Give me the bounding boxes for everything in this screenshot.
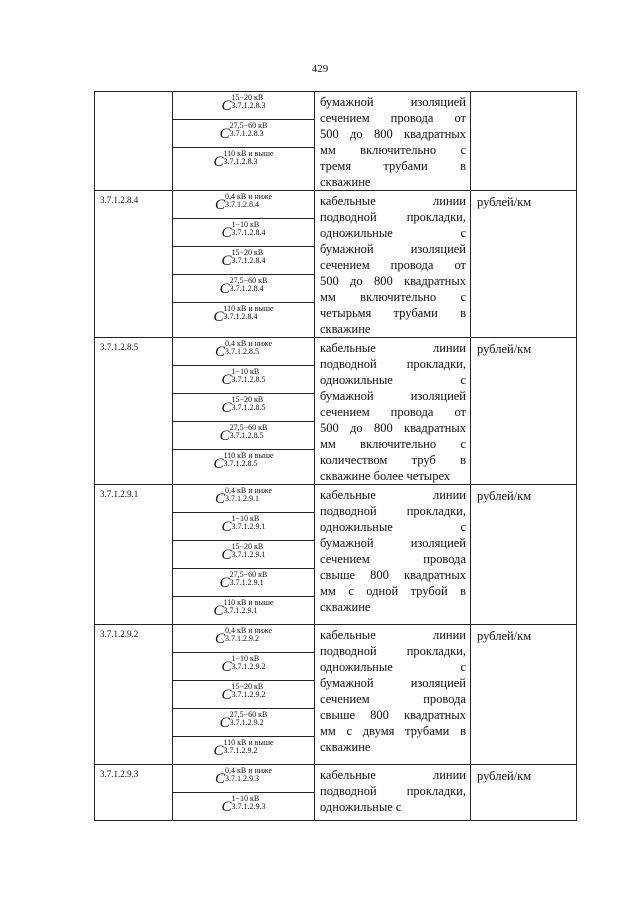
formula-symbol — [173, 515, 314, 533]
voltage-superscript: 0,4 кВ и ниже — [224, 192, 273, 201]
unit-label: рублей/км — [477, 769, 532, 783]
formula-variable: C — [213, 309, 224, 325]
formula-symbol — [173, 340, 314, 358]
description-line: бумажной изоляцией — [320, 536, 466, 550]
symbol-cell — [173, 709, 314, 737]
formula-symbol — [173, 487, 314, 505]
symbol-cell — [173, 303, 314, 330]
formula-variable: C — [221, 687, 232, 703]
code-subscript: 3.7.1.2.9.1 — [229, 578, 264, 587]
formula-variable: C — [221, 98, 232, 114]
code-subscript: 3.7.1.2.8.4 — [223, 312, 258, 321]
symbol-cell — [173, 338, 314, 366]
symbol-cell — [173, 275, 314, 303]
code-cell — [95, 765, 173, 821]
voltage-superscript: 110 кВ и выше — [223, 451, 274, 460]
item-code: 3.7.1.2.9.3 — [100, 769, 139, 779]
voltage-superscript: 27,5−60 кВ — [229, 121, 268, 130]
symbol-cell — [173, 219, 314, 247]
table-row — [95, 338, 577, 485]
voltage-superscript: 0,4 кВ и ниже — [224, 626, 273, 635]
formula-variable: C — [221, 372, 232, 388]
code-subscript: 3.7.1.2.8.5 — [223, 459, 258, 468]
table-body — [95, 92, 577, 821]
voltage-superscript: 0,4 кВ и ниже — [224, 766, 273, 775]
formula-variable: C — [213, 743, 224, 759]
description-line: бумажной изоляцией — [320, 389, 466, 403]
voltage-superscript: 1−10 кВ — [231, 514, 260, 523]
description-line: подводной прокладки, — [320, 644, 466, 658]
description-line: свыше 800 квадратных — [320, 568, 466, 582]
symbol-cell — [173, 366, 314, 394]
code-subscript: 3.7.1.2.9.1 — [224, 494, 259, 503]
description-line: 500 до 800 квадратных — [320, 421, 466, 435]
formula-symbol — [173, 711, 314, 729]
voltage-superscript: 15−20 кВ — [231, 395, 264, 404]
description-line: количеством труб в — [320, 453, 466, 467]
formula-symbol — [173, 767, 314, 785]
description-line: скважине — [320, 175, 371, 189]
item-code: 3.7.1.2.8.4 — [100, 195, 139, 205]
description-line: сечением провода от — [320, 258, 466, 272]
code-cell — [95, 92, 173, 191]
symbols-cell — [173, 191, 315, 338]
formula-symbol — [173, 655, 314, 673]
symbols-cell — [173, 625, 315, 765]
description-line: одножильные с — [320, 373, 466, 387]
formula-symbol — [173, 193, 314, 211]
code-cell — [95, 191, 173, 338]
description-cell — [315, 191, 471, 338]
code-subscript: 3.7.1.2.8.5 — [231, 375, 266, 384]
code-subscript: 3.7.1.2.9.3 — [224, 774, 259, 783]
symbol-cell — [173, 485, 314, 513]
voltage-superscript: 110 кВ и выше — [223, 738, 274, 747]
formula-variable: C — [221, 519, 232, 535]
symbol-cell — [173, 597, 314, 624]
formula-symbol — [173, 795, 314, 813]
description-line: мм с одной трубой в — [320, 584, 466, 598]
symbol-cell — [173, 653, 314, 681]
voltage-superscript: 110 кВ и выше — [223, 304, 274, 313]
code-subscript: 3.7.1.2.9.2 — [229, 718, 264, 727]
unit-label: рублей/км — [477, 342, 532, 356]
unit-cell — [471, 485, 577, 625]
symbol-cell — [173, 191, 314, 219]
symbol-cell — [173, 737, 314, 764]
unit-cell — [471, 625, 577, 765]
description-line: сечением провода от — [320, 405, 466, 419]
voltage-superscript: 27,5−60 кВ — [229, 423, 268, 432]
description-line: кабельные линии — [320, 488, 466, 502]
voltage-superscript: 110 кВ и выше — [223, 598, 274, 607]
code-subscript: 3.7.1.2.9.2 — [223, 746, 258, 755]
item-code: 3.7.1.2.9.1 — [100, 489, 139, 499]
symbol-cell — [173, 450, 314, 477]
symbols-cell — [173, 765, 315, 821]
voltage-superscript: 1−10 кВ — [231, 654, 260, 663]
formula-symbol — [173, 739, 314, 757]
description-line: сечением провода от — [320, 111, 466, 125]
description-line: бумажной изоляцией — [320, 95, 466, 109]
formula-symbol — [173, 599, 314, 617]
code-cell — [95, 485, 173, 625]
formula-variable: C — [213, 456, 224, 472]
code-subscript: 3.7.1.2.8.3 — [223, 157, 258, 166]
description-cell — [315, 765, 471, 821]
formula-variable: C — [219, 281, 230, 297]
formula-variable: C — [221, 547, 232, 563]
symbol-cell — [173, 148, 314, 175]
formula-variable: C — [214, 771, 225, 787]
voltage-superscript: 1−10 кВ — [231, 220, 260, 229]
voltage-superscript: 1−10 кВ — [231, 367, 260, 376]
item-code: 3.7.1.2.9.2 — [100, 629, 139, 639]
symbol-cell — [173, 793, 314, 820]
formula-variable: C — [214, 197, 225, 213]
description-line: скважине — [320, 740, 371, 754]
code-subscript: 3.7.1.2.8.5 — [231, 403, 266, 412]
symbol-cell — [173, 422, 314, 450]
voltage-superscript: 15−20 кВ — [231, 682, 264, 691]
description-line: подводной прокладки, — [320, 210, 466, 224]
symbol-cell — [173, 541, 314, 569]
description-cell — [315, 625, 471, 765]
code-subscript: 3.7.1.2.8.4 — [231, 228, 266, 237]
table-row — [95, 92, 577, 191]
formula-symbol — [173, 543, 314, 561]
item-code: 3.7.1.2.8.5 — [100, 342, 139, 352]
formula-variable: C — [221, 799, 232, 815]
tariff-table — [94, 91, 577, 821]
description-line: 500 до 800 квадратных — [320, 274, 466, 288]
code-subscript: 3.7.1.2.9.2 — [224, 634, 259, 643]
unit-cell — [471, 338, 577, 485]
code-cell — [95, 338, 173, 485]
formula-variable: C — [214, 344, 225, 360]
symbol-cell — [173, 120, 314, 148]
symbol-cell — [173, 625, 314, 653]
description-line: бумажной изоляцией — [320, 676, 466, 690]
unit-cell — [471, 92, 577, 191]
unit-cell — [471, 765, 577, 821]
formula-variable: C — [221, 253, 232, 269]
description-line: скважине более четырех — [320, 469, 451, 483]
formula-variable: C — [219, 428, 230, 444]
voltage-superscript: 110 кВ и выше — [223, 149, 274, 158]
voltage-superscript: 27,5−60 кВ — [229, 710, 268, 719]
description-line: сечением провода — [320, 692, 466, 706]
description-line: 500 до 800 квадратных — [320, 127, 466, 141]
description-line: свыше 800 квадратных — [320, 708, 466, 722]
symbol-cell — [173, 513, 314, 541]
description-line: скважине — [320, 322, 371, 336]
description-line: мм включительно с — [320, 143, 466, 157]
symbols-cell — [173, 338, 315, 485]
symbol-cell — [173, 247, 314, 275]
unit-cell — [471, 191, 577, 338]
formula-variable: C — [214, 491, 225, 507]
formula-variable: C — [213, 154, 224, 170]
item-code — [95, 92, 172, 96]
voltage-superscript: 15−20 кВ — [231, 542, 264, 551]
formula-symbol — [173, 122, 314, 140]
formula-variable: C — [219, 575, 230, 591]
description-line: мм с двумя трубами в — [320, 724, 466, 738]
description-line: одножильные с — [320, 226, 466, 240]
description-line: кабельные линии — [320, 341, 466, 355]
formula-variable: C — [219, 126, 230, 142]
description-line: кабельные линии — [320, 628, 466, 642]
code-subscript: 3.7.1.2.8.4 — [224, 200, 259, 209]
code-subscript: 3.7.1.2.9.1 — [231, 522, 266, 531]
description-line: одножильные с — [320, 800, 402, 814]
voltage-superscript: 1−10 кВ — [231, 794, 260, 803]
unit-label: рублей/км — [477, 489, 532, 503]
description-line: четырьмя трубами в — [320, 306, 466, 320]
description-line: мм включительно с — [320, 290, 466, 304]
table-row — [95, 765, 577, 821]
formula-variable: C — [221, 659, 232, 675]
description-line: сечением провода — [320, 552, 466, 566]
table-row — [95, 191, 577, 338]
description-line: одножильные с — [320, 520, 466, 534]
symbols-cell — [173, 92, 315, 191]
code-subscript: 3.7.1.2.8.5 — [224, 347, 259, 356]
description-line: подводной прокладки, — [320, 784, 466, 798]
description-line: тремя трубами в — [320, 159, 466, 173]
formula-symbol — [173, 277, 314, 295]
description-line: подводной прокладки, — [320, 504, 466, 518]
unit-label: рублей/км — [477, 195, 532, 209]
code-subscript: 3.7.1.2.8.4 — [231, 256, 266, 265]
page-number: 429 — [311, 63, 329, 75]
formula-variable: C — [214, 631, 225, 647]
voltage-superscript: 15−20 кВ — [231, 248, 264, 257]
formula-symbol — [173, 150, 314, 168]
description-line: мм включительно с — [320, 437, 466, 451]
code-subscript: 3.7.1.2.8.3 — [231, 101, 266, 110]
voltage-superscript: 0,4 кВ и ниже — [224, 486, 273, 495]
formula-variable: C — [213, 603, 224, 619]
formula-symbol — [173, 249, 314, 267]
symbol-cell — [173, 569, 314, 597]
formula-variable: C — [221, 400, 232, 416]
voltage-superscript: 15−20 кВ — [231, 93, 264, 102]
voltage-superscript: 27,5−60 кВ — [229, 276, 268, 285]
formula-symbol — [173, 683, 314, 701]
code-subscript: 3.7.1.2.8.3 — [229, 129, 264, 138]
symbol-cell — [173, 681, 314, 709]
description-cell — [315, 485, 471, 625]
code-subscript: 3.7.1.2.9.1 — [223, 606, 258, 615]
symbol-cell — [173, 765, 314, 793]
formula-symbol — [173, 571, 314, 589]
voltage-superscript: 27,5−60 кВ — [229, 570, 268, 579]
code-subscript: 3.7.1.2.9.2 — [231, 662, 266, 671]
code-subscript: 3.7.1.2.8.4 — [229, 284, 264, 293]
voltage-superscript: 0,4 кВ и ниже — [224, 339, 273, 348]
formula-symbol — [173, 396, 314, 414]
symbol-cell — [173, 92, 314, 120]
unit-label: рублей/км — [477, 629, 532, 643]
description-line: кабельные линии — [320, 768, 466, 782]
formula-symbol — [173, 221, 314, 239]
formula-symbol — [173, 368, 314, 386]
formula-symbol — [173, 305, 314, 323]
formula-symbol — [173, 627, 314, 645]
table-row — [95, 485, 577, 625]
formula-variable: C — [219, 715, 230, 731]
code-subscript: 3.7.1.2.9.2 — [231, 690, 266, 699]
formula-symbol — [173, 94, 314, 112]
table-row — [95, 625, 577, 765]
code-subscript: 3.7.1.2.9.3 — [231, 802, 266, 811]
formula-symbol — [173, 452, 314, 470]
description-line: одножильные с — [320, 660, 466, 674]
description-line: подводной прокладки, — [320, 357, 466, 371]
description-line: скважине — [320, 600, 371, 614]
description-line: кабельные линии — [320, 194, 466, 208]
code-subscript: 3.7.1.2.9.1 — [231, 550, 266, 559]
description-cell — [315, 92, 471, 191]
formula-symbol — [173, 424, 314, 442]
code-subscript: 3.7.1.2.8.5 — [229, 431, 264, 440]
description-cell — [315, 338, 471, 485]
symbol-cell — [173, 394, 314, 422]
unit-label — [471, 92, 576, 96]
description-line: бумажной изоляцией — [320, 242, 466, 256]
code-cell — [95, 625, 173, 765]
symbols-cell — [173, 485, 315, 625]
formula-variable: C — [221, 225, 232, 241]
